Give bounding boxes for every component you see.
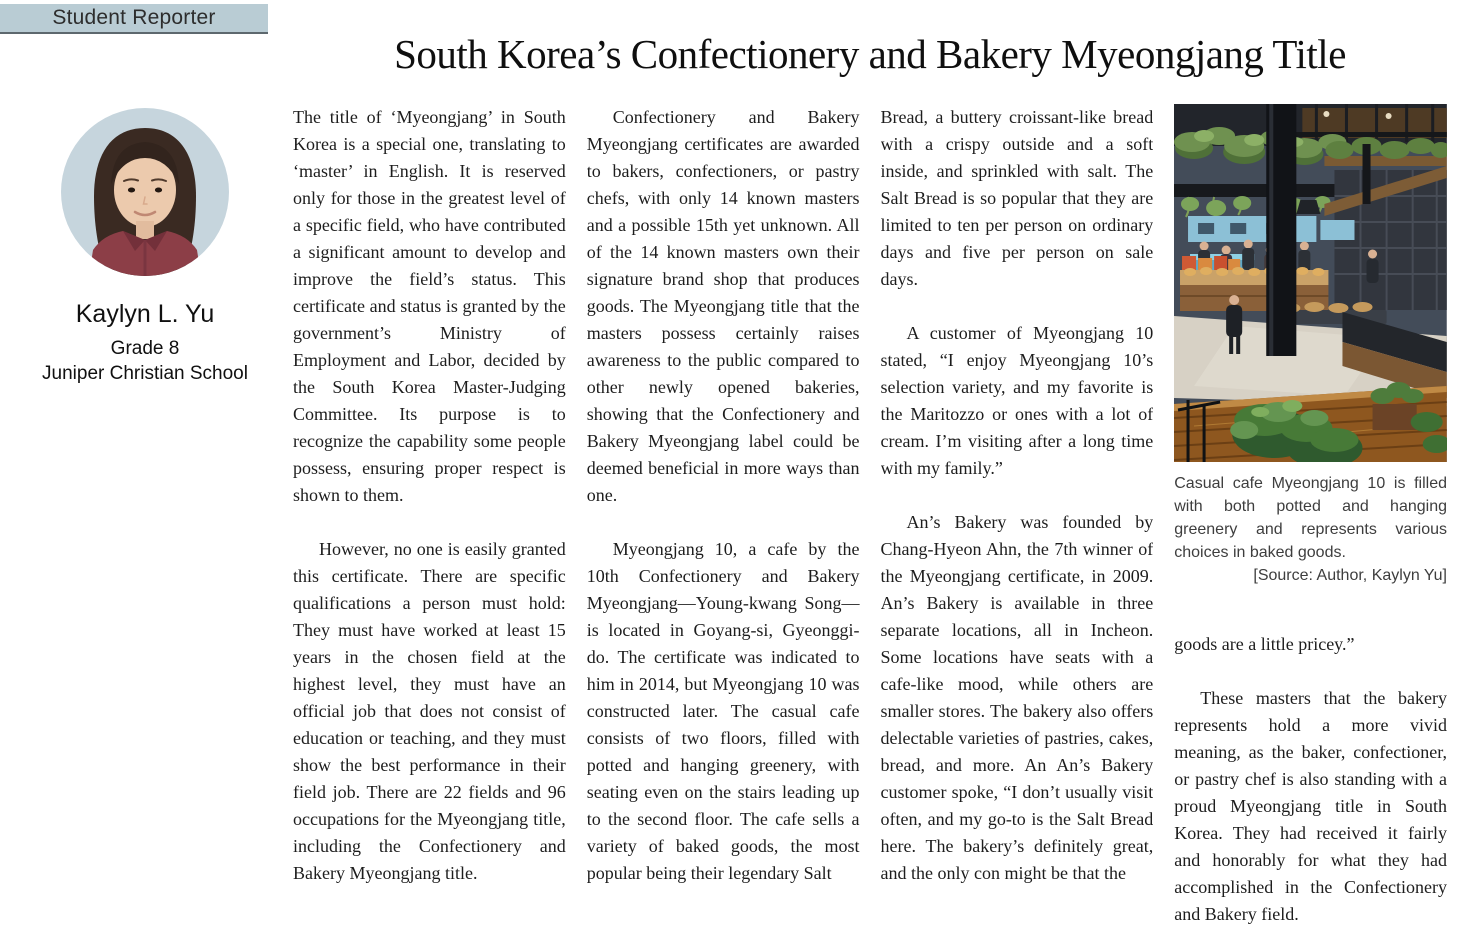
student-reporter-badge — [0, 4, 268, 34]
paragraph: Myeongjang 10, a cafe by the 10th Confectionery and Bakery Myeongjang—Young-kwang Song—is located in Goyang-si, Gyeonggi-do. The certificate was indicated to him in 2014, but Myeongjang 10 was constructed later. The casual cafe consists of two floors, filled with potted and hanging greenery, with seating even on the stairs leading up to the second floor. The cafe sells a variety of baked goods, the most popular being their legendary Salt — [586, 539, 860, 883]
article — [293, 30, 1447, 949]
cafe-photo-figure — [1174, 104, 1447, 587]
paragraph: Confectionery and Bakery Myeongjang certificates are awarded to bakers, confectioners, or pastry chefs, with only 14 known masters and a possible 15th yet unknown. All of the 14 known masters own their signature brand shop that produces goods. The Myeongjang title that the masters possess certainly raises awareness to the public compared to other newly opened bakeries, showing that the Confectionery and Bakery Myeongjang label could be deemed beneficial in more ways than one. — [586, 107, 860, 505]
photo-caption — [1174, 472, 1447, 587]
article-column-4 — [1174, 104, 1447, 937]
photo-source: [Source: Author, Kaylyn Yu] — [1253, 567, 1447, 584]
paragraph: A customer of Myeongjang 10 stated, “I enjoy Myeongjang 10’s selection variety, and my favorite is the Maritozzo or ones with a lot of cream. I’m visiting after a long time with my family.” — [880, 323, 1154, 478]
paragraph: These masters that the bakery represents hold a more vivid meaning, as the baker, confectioner, or pastry chef is also standing with a proud Myeongjang title in South Korea. They had received it fairly and honorably for what they had accomplished in the Confectionery and Bakery field. — [1174, 688, 1447, 924]
author-photo — [61, 108, 229, 276]
headline: South Korea’s Confectionery and Bakery Myeongjang Title — [394, 31, 1346, 77]
author-name: Kaylyn L. Yu — [75, 300, 215, 328]
paragraph: Bread, a buttery croissant-like bread with a crispy outside and a soft inside, and sprinkled with salt. The Salt Bread is so popular that they are limited to ten per person on ordinary days and five per person on sale days. — [880, 107, 1154, 289]
article-column-1 — [293, 104, 566, 937]
article-column-3 — [881, 104, 1154, 937]
cafe-photo-image — [1174, 104, 1447, 462]
badge-label: Student Reporter — [52, 6, 216, 29]
article-columns — [293, 104, 1447, 937]
paragraph: An’s Bakery was founded by Chang-Hyeon Ahn, the 7th winner of the Myeongjang certificate, in 2009. An’s Bakery is available in three separate locations, all in Incheon. Some locations have seats with a cafe-like mood, while others are smaller stores. The bakery also offers delectable varieties of pastries, cakes, bread, and more. An An’s Bakery customer spoke, “I don’t usually visit often, and my go-to is the Salt Bread here. The bakery’s definitely great, and the only con might be that the — [880, 512, 1154, 883]
author-grade: Grade 8 — [110, 338, 180, 359]
paragraph: The title of ‘Myeongjang’ in South Korea is a special one, translating to ‘master’ in English. It is reserved only for those in the greatest level of a specific field, who have contributed a significant amount to develop and improve the field’s status. This certificate and status is granted by the government’s Ministry of Employment and Labor, decided by the South Korea Master-Judging Committee. Its purpose is to recognize the capability some people possess, ensuring proper respect is shown to them. — [293, 107, 566, 505]
author-portrait-image — [61, 108, 229, 276]
paragraph: goods are a little pricey.” — [1174, 634, 1355, 654]
article-column-2 — [587, 104, 860, 937]
photo-caption-text: Casual cafe Myeongjang 10 is filled with both potted and hanging greenery and represents various choices in baked goods. — [1174, 475, 1447, 561]
author-school: Juniper Christian School — [42, 363, 248, 384]
author-rail — [0, 108, 290, 385]
paragraph: However, no one is easily granted this certificate. There are specific qualifications a person must hold: They must have worked at least 15 years in the chosen field at the highest level, they must have an official job that does not consist of education or teaching, and they must show the best performance in their field job. There are 22 fields and 96 occupations for the Myeongjang title, including the Confectionery and Bakery Myeongjang title. — [293, 539, 566, 883]
